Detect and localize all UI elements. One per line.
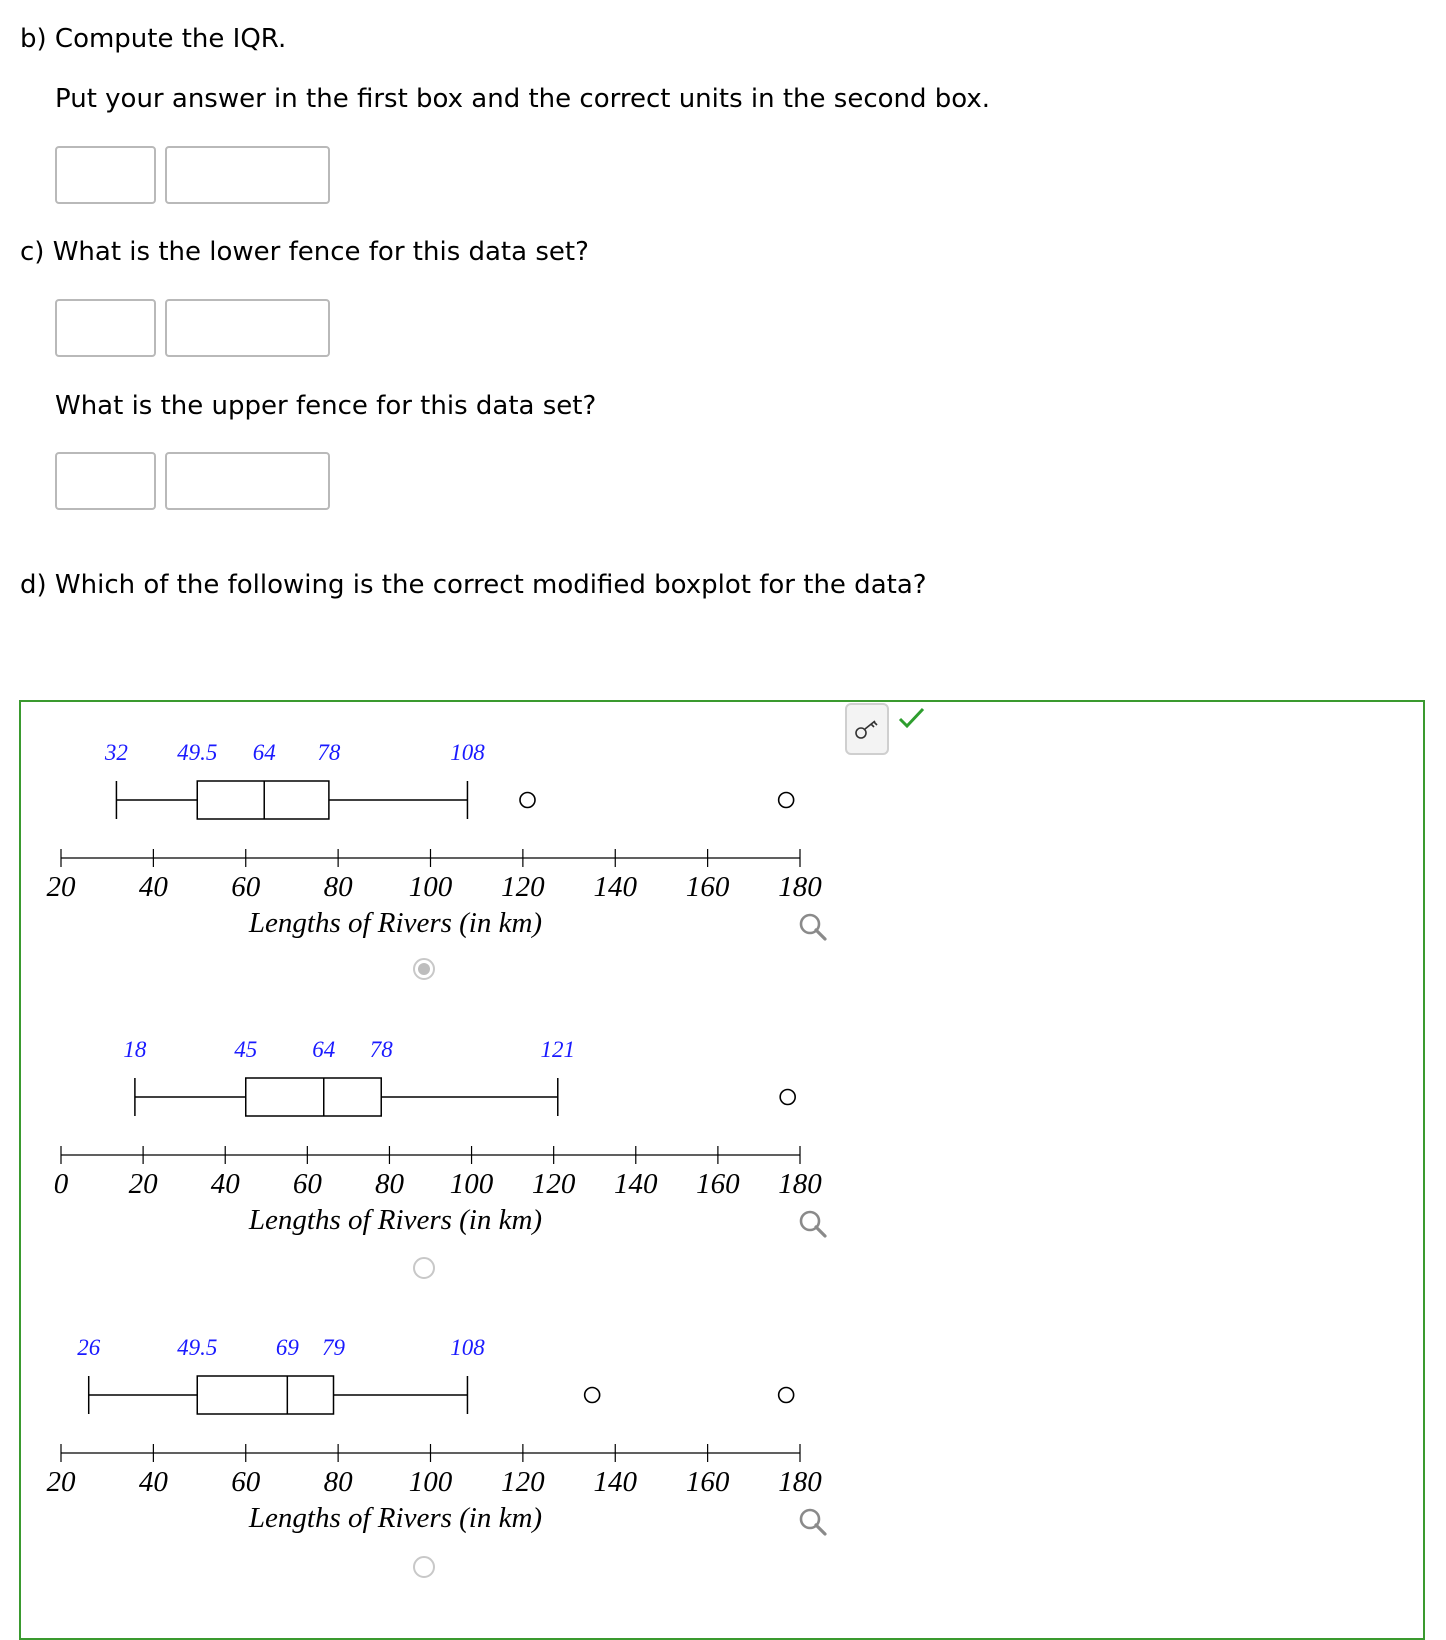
plot-3-tick-label: 60 — [231, 1466, 261, 1498]
plot-3-tick-label: 120 — [501, 1466, 545, 1498]
plot-1-tick-label: 100 — [408, 871, 453, 903]
plot-3-outlier — [779, 1388, 794, 1403]
plot-1-stat-label: 78 — [317, 740, 341, 765]
plot-1-x-axis-title: Lengths of Rivers (in km) — [248, 907, 543, 939]
part-d-title: d) Which of the following is the correct modified boxplot for the data? — [20, 570, 927, 600]
plot-2-stat-label: 45 — [234, 1037, 258, 1062]
option-2-radio[interactable] — [413, 1257, 435, 1279]
plot-2-tick-label: 0 — [53, 1168, 69, 1200]
plot-2-tick-label: 180 — [778, 1168, 822, 1200]
plot-3-tick-label: 160 — [685, 1466, 730, 1498]
plot-2-tick-label: 40 — [210, 1168, 240, 1200]
plot-2-stat-label: 64 — [312, 1037, 336, 1062]
plot-2-stat-label: 121 — [540, 1037, 576, 1062]
check-icon — [897, 706, 927, 730]
plot-1-tick-label: 180 — [778, 871, 822, 903]
plot-1-outlier — [779, 793, 794, 808]
plot-1-zoom-icon-handle — [816, 930, 825, 939]
plot-2-tick-label: 20 — [128, 1168, 158, 1200]
plot-2-box — [246, 1078, 381, 1116]
plot-2-tick-label: 100 — [449, 1168, 494, 1200]
plot-3-stat-label: 108 — [450, 1335, 485, 1360]
plot-1-stat-label: 64 — [252, 740, 276, 765]
plot-1-stat-label: 49.5 — [177, 740, 218, 765]
plot-2-outlier — [780, 1090, 795, 1105]
plot-3-stat-label: 69 — [275, 1335, 299, 1360]
plot-3-zoom-icon-handle — [816, 1525, 825, 1534]
plot-1-box — [197, 781, 329, 819]
part-c-title: c) What is the lower fence for this data set? — [20, 237, 589, 267]
plot-1-tick-label: 160 — [685, 871, 730, 903]
plot-1-stat-label: 108 — [450, 740, 485, 765]
plot-1-tick-label: 40 — [138, 871, 168, 903]
plot-3-stat-label: 26 — [77, 1335, 101, 1360]
plot-1-outlier — [520, 793, 535, 808]
option-3-radio[interactable] — [413, 1556, 435, 1578]
plot-2-zoom-icon-handle — [816, 1227, 825, 1236]
plot-1-stat-label: 32 — [104, 740, 128, 765]
plot-2-tick-label: 120 — [531, 1168, 576, 1200]
answer-key-button[interactable] — [845, 703, 889, 755]
plot-3-stat-label: 79 — [322, 1335, 346, 1360]
plot-3-tick-label: 100 — [408, 1466, 453, 1498]
plot-3-tick-label: 80 — [323, 1466, 353, 1498]
plot-3-tick-label: 140 — [593, 1466, 637, 1498]
option-1-radio[interactable] — [413, 958, 435, 980]
part-b-instruction: Put your answer in the first box and the correct units in the second box. — [55, 84, 991, 114]
key-icon — [847, 705, 887, 753]
plot-1-tick-label: 80 — [323, 871, 353, 903]
plot-3-x-axis-title: Lengths of Rivers (in km) — [248, 1502, 543, 1534]
plot-3-stat-label: 49.5 — [177, 1335, 218, 1360]
plot-2-tick-label: 60 — [292, 1168, 322, 1200]
plot-1-tick-label: 60 — [231, 871, 261, 903]
part-b-title: b) Compute the IQR. — [20, 24, 287, 54]
plot-1-tick-label: 140 — [593, 871, 637, 903]
plot-2-tick-label: 140 — [614, 1168, 658, 1200]
plot-3-tick-label: 40 — [138, 1466, 168, 1498]
plot-2-tick-label: 80 — [374, 1168, 404, 1200]
plot-2-stat-label: 18 — [123, 1037, 147, 1062]
plot-3-outlier — [585, 1388, 600, 1403]
plot-3-box — [197, 1376, 333, 1414]
plot-3-tick-label: 20 — [46, 1466, 76, 1498]
plot-2-tick-label: 160 — [696, 1168, 740, 1200]
plot-2-x-axis-title: Lengths of Rivers (in km) — [248, 1204, 543, 1236]
upper-fence-question: What is the upper fence for this data set? — [55, 391, 597, 421]
plot-2-stat-label: 78 — [369, 1037, 393, 1062]
plot-3-tick-label: 180 — [778, 1466, 822, 1498]
plot-1-tick-label: 20 — [46, 871, 76, 903]
plot-1-tick-label: 120 — [501, 871, 545, 903]
